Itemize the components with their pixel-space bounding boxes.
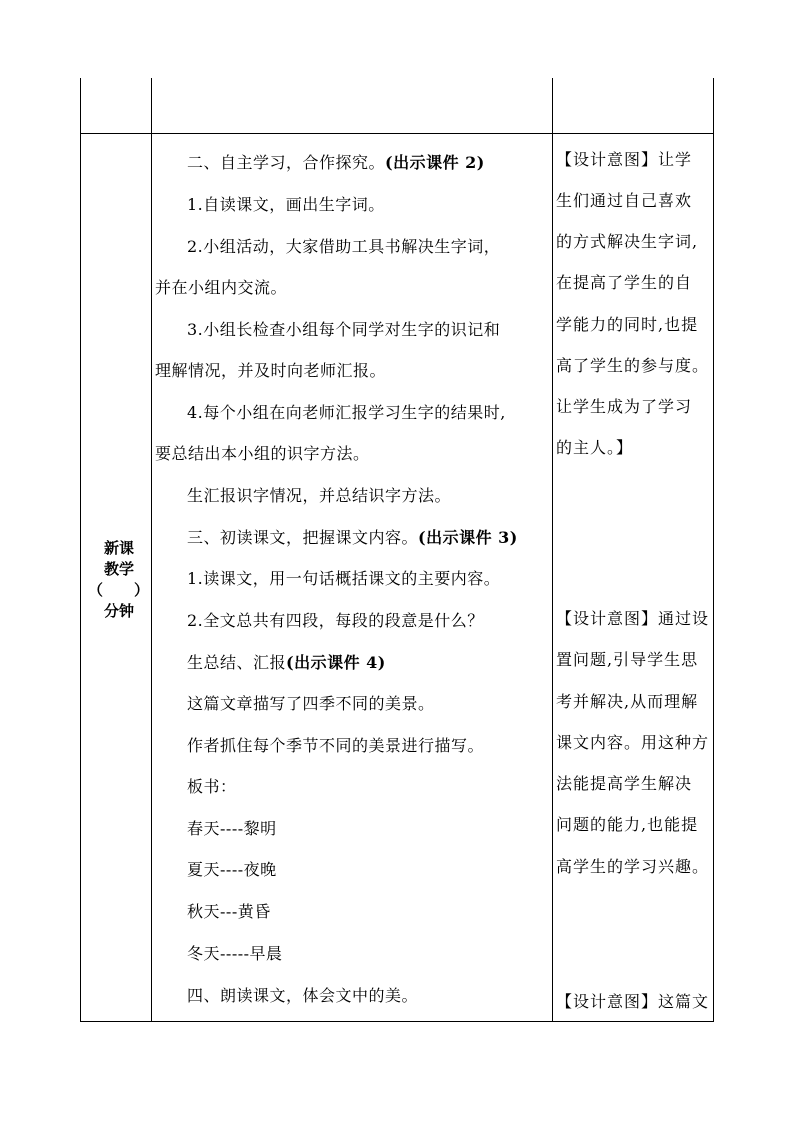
note-1-line-3: 的方式解决生字词, bbox=[556, 232, 699, 251]
section-3-line-1: 这篇文章描写了四季不同的美景。 bbox=[187, 694, 435, 713]
paren-close: ） bbox=[134, 581, 150, 599]
note-1-line-1: 【设计意图】让学 bbox=[556, 150, 693, 169]
section-2-item-1: 1.自读课文，画出生字词。 bbox=[187, 195, 385, 214]
note-1-line-7: 让学生成为了学习 bbox=[556, 397, 693, 416]
board-spring: 春天----黎明 bbox=[187, 819, 277, 838]
board-autumn: 秋天---黄昏 bbox=[187, 902, 271, 921]
section-3-item-2: 2.全文总共有四段，每段的段意是什么？ bbox=[187, 611, 484, 630]
note-2-line-6: 问题的能力,也能提 bbox=[556, 815, 699, 834]
note-2-line-7: 高学生的学习兴趣。 bbox=[556, 857, 710, 876]
section-2-item-4-cont: 要总结出本小组的识字方法。 bbox=[155, 444, 370, 463]
table-border-bottom bbox=[80, 1021, 714, 1022]
table-border-right bbox=[713, 78, 714, 1022]
note-2-line-3: 考并解决,从而理解 bbox=[556, 692, 699, 711]
table-row-divider bbox=[80, 133, 714, 134]
board-label: 板书： bbox=[187, 777, 237, 796]
section-label-line4: 分钟 bbox=[103, 602, 134, 620]
section-2-heading: 二、自主学习，合作探究。(出示课件 2) bbox=[187, 153, 485, 172]
section-3-heading: 三、初读课文，把握课文内容。(出示课件 3) bbox=[187, 528, 518, 547]
table-divider-col1 bbox=[151, 78, 152, 1022]
note-1-line-6: 高了学生的参与度。 bbox=[556, 356, 710, 375]
note-1-line-8: 的主人。】 bbox=[556, 438, 634, 457]
section-2-item-3: 3.小组长检查小组每个同学对生字的识记和 bbox=[187, 320, 501, 339]
section-3-line-2: 作者抓住每个季节不同的美景进行描写。 bbox=[187, 736, 485, 755]
note-1-line-5: 学能力的同时,也提 bbox=[556, 315, 699, 334]
note-2-line-4: 课文内容。用这种方 bbox=[556, 733, 710, 752]
section-2-item-2: 2.小组活动，大家借助工具书解决生字词， bbox=[187, 237, 501, 256]
board-summer: 夏天----夜晚 bbox=[187, 860, 277, 879]
section-label-line1: 新课 bbox=[103, 539, 134, 557]
courseware-ref: (出示课件 4) bbox=[286, 653, 386, 672]
note-1-line-4: 在提高了学生的自 bbox=[556, 273, 693, 292]
paren-open: （ bbox=[88, 581, 104, 599]
section-2-item-3-cont: 理解情况，并及时向老师汇报。 bbox=[155, 361, 387, 380]
courseware-ref: (出示课件 3) bbox=[418, 528, 518, 547]
note-3-line-1: 【设计意图】这篇文 bbox=[556, 992, 710, 1011]
section-4-heading: 四、朗读课文，体会文中的美。 bbox=[187, 986, 419, 1005]
note-2-line-5: 法能提高学生解决 bbox=[556, 774, 693, 793]
note-1-line-2: 生们通过自己喜欢 bbox=[556, 191, 693, 210]
note-2-line-2: 置问题,引导学生思 bbox=[556, 650, 699, 669]
section-2-item-2-cont: 并在小组内交流。 bbox=[155, 278, 288, 297]
section-3-summary: 生总结、汇报(出示课件 4) bbox=[187, 653, 386, 672]
table-divider-col2 bbox=[552, 78, 553, 1022]
section-label-line2: 教学 bbox=[103, 560, 134, 578]
section-2-item-4: 4.每个小组在向老师汇报学习生字的结果时, bbox=[187, 403, 506, 422]
table-border-left bbox=[80, 78, 81, 1022]
note-2-line-1: 【设计意图】通过设 bbox=[556, 609, 710, 628]
section-2-report: 生汇报识字情况，并总结识字方法。 bbox=[187, 486, 452, 505]
board-winter: 冬天-----早晨 bbox=[187, 944, 283, 963]
courseware-ref: (出示课件 2) bbox=[385, 153, 485, 172]
section-3-item-1: 1.读课文，用一句话概括课文的主要内容。 bbox=[187, 569, 501, 588]
